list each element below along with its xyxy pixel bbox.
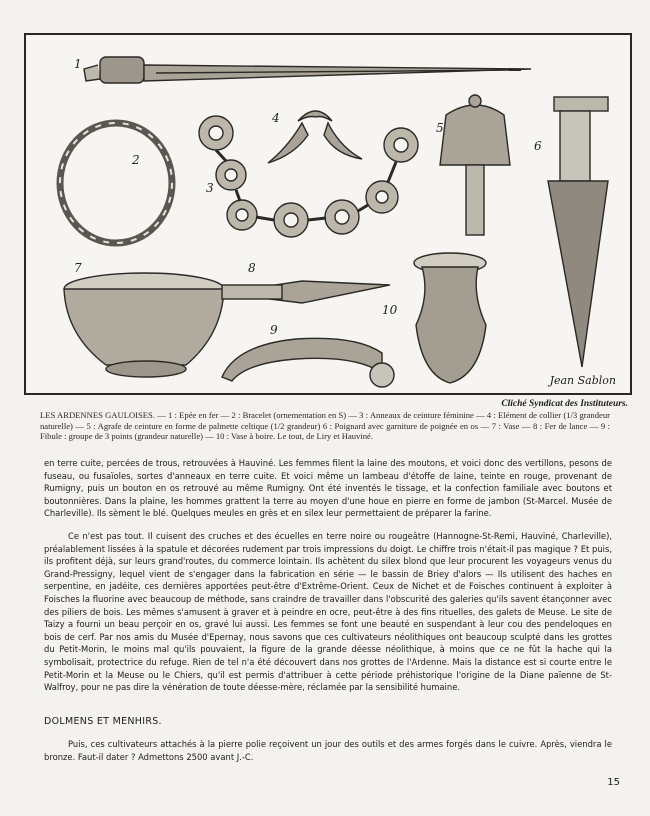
drinking-vase-drawing [414, 253, 486, 383]
artist-signature: Jean Sablon [549, 374, 616, 387]
photo-credit: Cliché Syndicat des Instituteurs. [501, 399, 628, 409]
item-number: 3 [206, 181, 214, 195]
vase-drawing [64, 273, 224, 377]
item-number: 7 [74, 261, 82, 275]
paragraph-main: Ce n'est pas tout. Il cuisent des cruches et des écuelles en terre noire ou rougeâtre (Hannogne-St-Remi, Hauviné, Charleville), préalablement lissées à la spatule et décorées rudement par trois impressions du doigt. Le chiffre trois n'était-il pas magique ? Et puis, ils profitent déjà, sur leurs grand'routes, du commerce lointain. Ils achètent du silex blond que leur procurent les voyageurs venus du Grand-Pressigny, lequel vient de s'engager dans la fabrication en série — le bassin de Briey d'alors — Ils utilisent des haches en serpentine, en jadéite, ces dernières apportées peut-être d'Extrême-Orient. Ceux de Nichet et de Foisches continuent à exploiter à Foisches la fluorine avec beaucoup de méthode, sans craindre de travailler dans l'obscurité des galeries qu'ils savent étançonner avec des piliers de bois. Les mêmes s'amusent à graver et à peindre en ocre, peut-être à des fins rituelles, des galets de Meuse. Le site de Taizy a fourni un beau perçoir en os, gravé lui aussi. Les femmes se font une beauté en suspendant à leur cou des pendeloques en bois de cerf. Par nos amis du Musée d'Epernay, nous savons que ces cultivateurs néolithiques ont beaucoup sculpté dans les grottes du Petit-Morin, le moins mal qu'ils pouvaient, la figure de la grande déesse néolithique, à moins que ce ne fût la hache qui la symbolisait, protectrice du refuge. Rien de tel n'a été découvert dans nos grottes de l'Ardenne. Mais la distance est si courte entre le Petit-Morin et la Meuse ou le Chiers, qu'il est permis d'attribuer à cette période préhistorique l'origine de la Diane païenne de St-Walfroy, pour ne pas dire la vénération de toute déesse-mère, réclamée par la sensibilité humaine. [44, 531, 612, 693]
paragraph-dolmens: Puis, ces cultivateurs attachés à la pierre polie reçoivent un jour des outils et des armes forgés dans le cuivre. Après, viendra le bronze. Faut-il dater ? Admettons 2500 avant J.-C. [44, 739, 612, 762]
necklace-element-drawing [268, 111, 362, 163]
item-number: 1 [74, 57, 82, 71]
illustration-plate [24, 33, 632, 395]
item-number: 2 [132, 153, 140, 167]
item-number: 8 [248, 261, 256, 275]
item-number: 6 [534, 139, 542, 153]
section-heading: DOLMENS ET MENHIRS. [44, 716, 162, 727]
belt-rings-drawing [199, 116, 418, 237]
sword-drawing [84, 57, 531, 83]
artifacts-drawing [26, 35, 630, 393]
item-number: 5 [436, 121, 444, 135]
page-number: 15 [607, 777, 620, 788]
figure-caption: LES ARDENNES GAULOISES. — 1 : Epée en fer — 2 : Bracelet (ornementation en S) — 3 : Anneaux de ceinture féminine — 4 : Elément de collier (1/3 grandeur naturelle) — 5 : Agrafe de ceinture en forme de palmette celtique (1/2 grandeur) 6 : Poignard avec garniture de poignée en os — 7 : Vase — 8 : Fer de lance — 9 : Fibule : groupe de 3 points (grandeur naturelle) — 10 : Vase à boire. Le tout, de Liry et Hauviné. [40, 410, 610, 441]
item-number: 10 [382, 303, 398, 317]
item-number: 4 [272, 111, 280, 125]
item-number: 9 [270, 323, 278, 337]
spearhead-drawing [222, 281, 390, 303]
paragraph-continuation: en terre cuite, percées de trous, retrouvées à Hauviné. Les femmes filent la laine des moutons, et voici donc des vertillons, pesons de fuseau, ou fusaïoles, sortes d'anneaux en terre cuite. Et voici même un lambeau d'étoffe de laine, teinte en rouge, provenant de Rumigny, puis un bouton en os retrouvé au même Rumigny. Ont été inventés le tissage, et la confection familiale avec boutons et boutonnières. Dans la plaine, les hommes grattent la terre au moyen d'une houe en pierre en forme de jambon (St-Marcel. Musée de Charleville). Ils sèment le blé. Quelques meules en grès et en silex leur permettaient de préparer la farine. [44, 458, 612, 519]
bracelet-drawing [60, 123, 172, 243]
fibula-drawing [222, 338, 394, 387]
dagger-drawing [548, 97, 608, 367]
belt-clasp-drawing [440, 95, 510, 235]
